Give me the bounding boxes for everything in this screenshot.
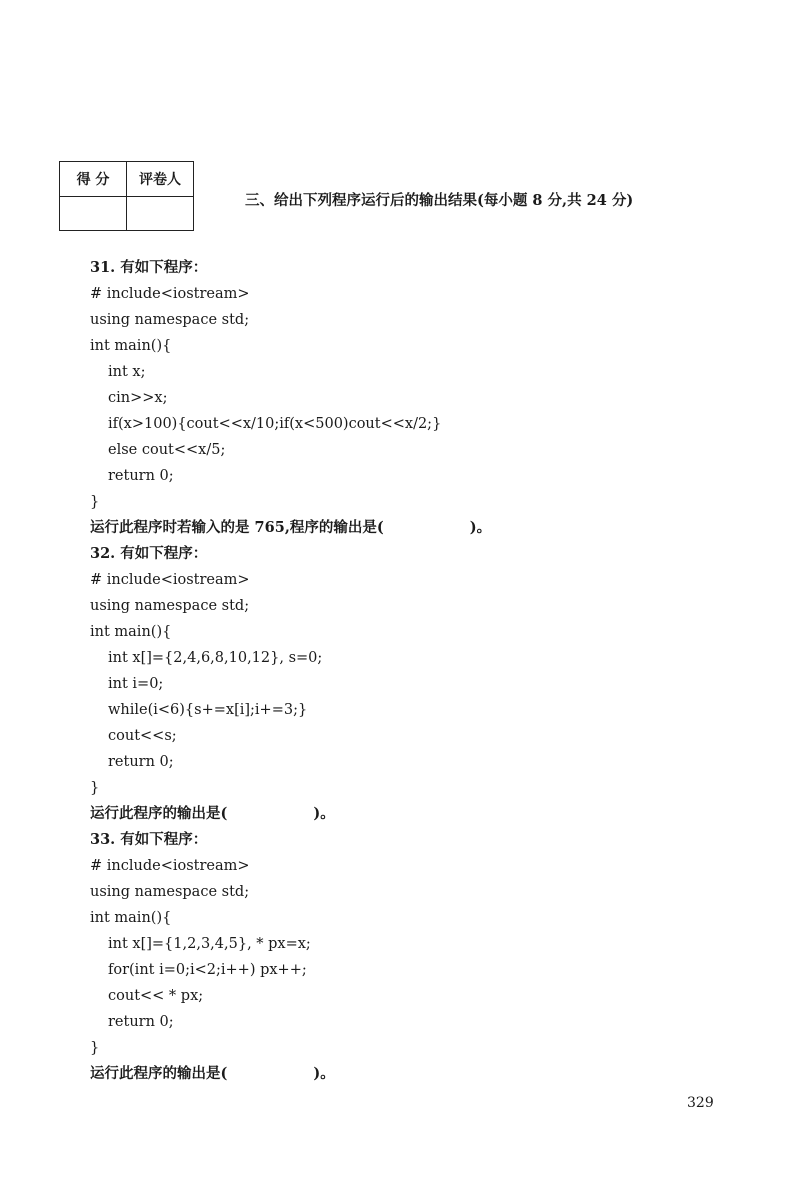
question-32 [90, 541, 730, 827]
score-value-cell[interactable] [60, 197, 127, 231]
grader-header-cell: 评卷人 [127, 162, 194, 197]
question-33 [90, 827, 730, 1087]
code-line: int x[]={1,2,3,4,5}, * px=x; [108, 936, 311, 952]
question-31 [90, 255, 730, 541]
answer-prompt: 运行此程序的输出是( [90, 1065, 228, 1082]
question-heading: 33. 有如下程序： [90, 831, 208, 848]
code-line: return 0; [108, 754, 174, 770]
code-line: int x[]={2,4,6,8,10,12}, s=0; [108, 650, 323, 666]
code-line: cout<<s; [108, 728, 177, 744]
question-heading: 31. 有如下程序： [90, 259, 208, 276]
answer-close: )。 [469, 519, 492, 536]
code-line: else cout<<x/5; [108, 442, 226, 458]
score-table-value-row [60, 197, 194, 231]
answer-line [90, 801, 730, 827]
code-line: return 0; [108, 1014, 174, 1030]
code-line: cin>>x; [108, 390, 168, 406]
code-line: } [90, 494, 100, 510]
code-line: int main(){ [90, 338, 172, 354]
code-line: while(i<6){s+=x[i];i+=3;} [108, 702, 308, 718]
answer-close: )。 [313, 805, 335, 822]
answer-close: )。 [313, 1065, 335, 1082]
code-line: return 0; [108, 468, 174, 484]
score-table [59, 161, 194, 231]
answer-line [90, 515, 730, 541]
answer-prompt: 运行此程序的输出是( [90, 805, 228, 822]
code-line: for(int i=0;i<2;i++) px++; [108, 962, 307, 978]
code-line: if(x>100){cout<<x/10;if(x<500)cout<<x/2;} [108, 416, 442, 432]
code-line: cout<< * px; [108, 988, 204, 1004]
code-line: # include<iostream> [90, 858, 250, 874]
code-line: int main(){ [90, 910, 172, 926]
section-title: 三、给出下列程序运行后的输出结果(每小题 8 分,共 24 分) [245, 192, 634, 209]
score-header-cell: 得 分 [60, 162, 127, 197]
code-line: } [90, 780, 100, 796]
code-line: int i=0; [108, 676, 164, 692]
page-number: 329 [687, 1095, 714, 1111]
grader-value-cell[interactable] [127, 197, 194, 231]
answer-line [90, 1061, 730, 1087]
code-line: using namespace std; [90, 312, 250, 328]
code-line: # include<iostream> [90, 572, 250, 588]
code-line: int main(){ [90, 624, 172, 640]
question-heading: 32. 有如下程序： [90, 545, 208, 562]
code-line: using namespace std; [90, 884, 250, 900]
code-line: int x; [108, 364, 146, 380]
score-table-header-row [60, 162, 194, 197]
code-line: # include<iostream> [90, 286, 250, 302]
answer-prompt: 运行此程序时若输入的是 765,程序的输出是( [90, 519, 384, 536]
code-line: } [90, 1040, 100, 1056]
questions-content [90, 255, 730, 1087]
code-line: using namespace std; [90, 598, 250, 614]
